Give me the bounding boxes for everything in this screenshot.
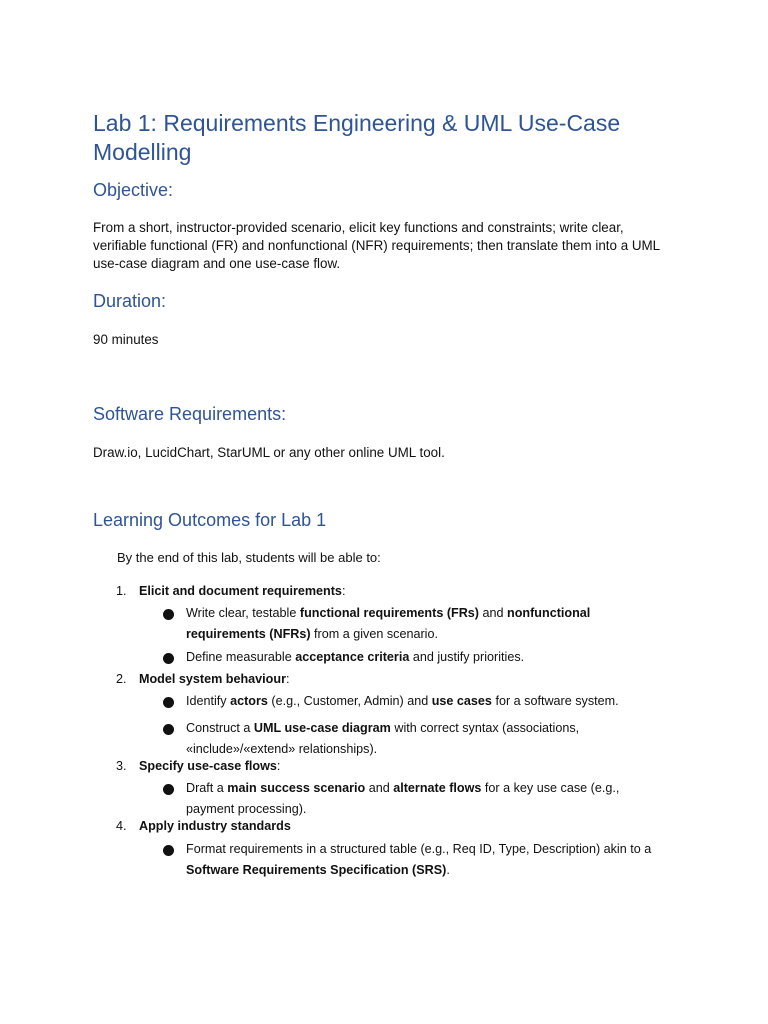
outcome-bullet: Define measurable acceptance criteria and justify priorities. (163, 647, 668, 668)
duration-heading: Duration: (93, 291, 167, 311)
learning-outcomes-intro: By the end of this lab, students will be able to: (117, 550, 381, 565)
bullet-icon (163, 724, 174, 735)
outcome-bullet: Construct a UML use-case diagram with correct syntax (associations, «include»/«extend» relationships). (163, 718, 668, 760)
software-requirements-heading: Software Requirements: (93, 404, 287, 424)
outcome-title: Specify use-case flows (139, 759, 277, 773)
bullet-icon (163, 609, 174, 620)
outcome-number: 2. (116, 672, 127, 686)
outcome-bullet: Identify actors (e.g., Customer, Admin) and use cases for a software system. (163, 691, 668, 712)
outcome-number: 3. (116, 759, 127, 773)
outcome-title: Elicit and document requirements (139, 584, 342, 598)
outcome-item-3: 3. Specify use-case flows: (116, 759, 281, 773)
outcome-item-1: 1. Elicit and document requirements: (116, 584, 346, 598)
outcome-title: Model system behaviour (139, 672, 286, 686)
outcome-bullet: Write clear, testable functional requirements (FRs) and nonfunctional requirements (NFRs) from a given scenario. (163, 603, 668, 645)
outcome-number: 4. (116, 819, 127, 833)
bullet-icon (163, 697, 174, 708)
outcome-bullet: Format requirements in a structured table (e.g., Req ID, Type, Description) akin to a Software Requirements Specification (SRS). (163, 839, 668, 881)
outcome-item-4 (116, 817, 291, 835)
bullet-icon (163, 845, 174, 856)
objective-heading: Objective: (93, 180, 174, 200)
page-title: Lab 1: Requirements Engineering & UML Use-Case Modelling (93, 110, 621, 165)
bullet-icon (163, 784, 174, 795)
bullet-icon (163, 653, 174, 664)
outcome-item-2: 2. Model system behaviour: (116, 672, 290, 686)
outcome-number: 1. (116, 584, 127, 598)
learning-outcomes-heading: Learning Outcomes for Lab 1 (93, 510, 327, 530)
outcome-title: Apply industry standards (139, 819, 291, 833)
outcome-bullet: Draft a main success scenario and alternate flows for a key use case (e.g., payment processing). (163, 778, 668, 820)
duration-text: 90 minutes (93, 332, 159, 347)
software-requirements-text: Draw.io, LucidChart, StarUML or any other online UML tool. (93, 445, 445, 460)
objective-text: From a short, instructor-provided scenario, elicit key functions and constraints; write clear, verifiable functional (FR) and nonfunctional (NFR) requirements; then translate them into a UML use-case diagram and one use-case flow. (93, 220, 660, 271)
